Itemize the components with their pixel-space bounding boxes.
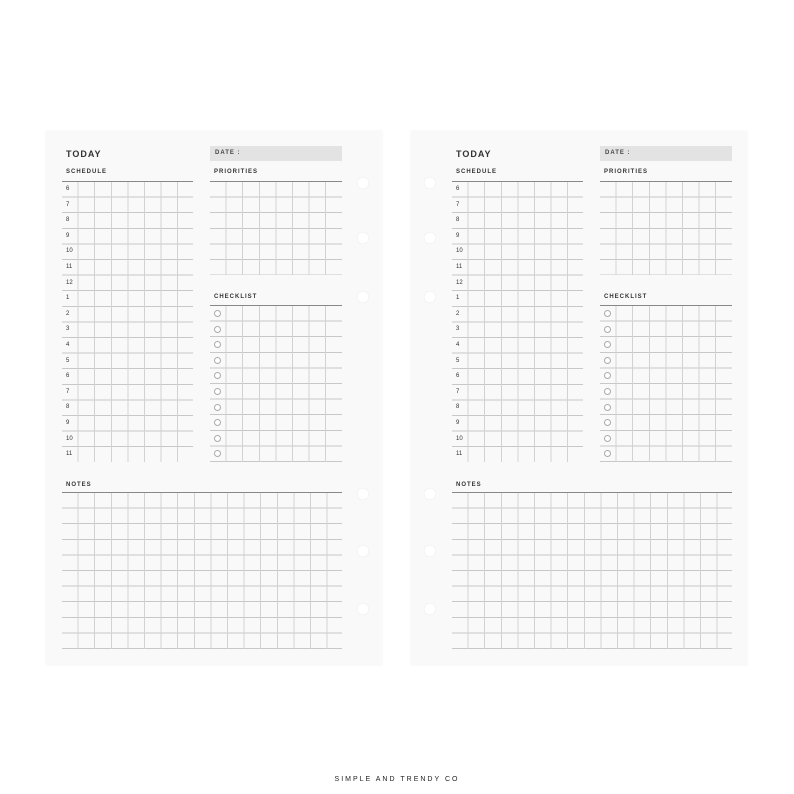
notes-grid[interactable] (62, 492, 342, 649)
checkbox-circle[interactable] (604, 310, 611, 317)
checkbox-circle[interactable] (604, 419, 611, 426)
hour-label: 3 (456, 326, 460, 333)
checkbox-circle[interactable] (214, 435, 221, 442)
hour-label: 7 (456, 201, 460, 208)
hour-label: 9 (456, 232, 460, 239)
hour-label: 10 (456, 435, 463, 442)
hour-label: 8 (66, 404, 70, 411)
hour-label: 8 (66, 217, 70, 224)
checkbox-circle[interactable] (604, 341, 611, 348)
binder-hole (357, 177, 369, 189)
hour-label: 9 (456, 419, 460, 426)
binder-hole (424, 291, 436, 303)
hour-label: 10 (66, 435, 73, 442)
schedule-grid[interactable] (452, 181, 583, 462)
checkbox-circle[interactable] (604, 388, 611, 395)
checkbox-circle[interactable] (214, 310, 221, 317)
priorities-label: PRIORITIES (214, 169, 259, 175)
binder-hole (357, 291, 369, 303)
checkbox-circle[interactable] (604, 450, 611, 457)
schedule-hours (62, 182, 78, 463)
hour-label: 9 (66, 232, 70, 239)
checkbox-circle[interactable] (214, 419, 221, 426)
binder-hole (357, 232, 369, 244)
hour-label: 1 (66, 295, 70, 302)
checkbox-circle[interactable] (214, 326, 221, 333)
hour-label: 2 (456, 310, 460, 317)
hour-label: 3 (66, 326, 70, 333)
hour-label: 12 (66, 279, 73, 286)
schedule-grid[interactable] (62, 181, 193, 462)
hour-label: 1 (456, 295, 460, 302)
hour-label: 2 (66, 310, 70, 317)
hour-label: 7 (456, 388, 460, 395)
checkbox-circle[interactable] (604, 435, 611, 442)
notes-label: NOTES (456, 482, 482, 488)
brand-footer: SIMPLE AND TRENDY CO (334, 776, 460, 783)
hour-label: 4 (66, 341, 70, 348)
date-label: DATE : (215, 150, 241, 156)
hour-label: 5 (66, 357, 70, 364)
hour-label: 10 (66, 248, 73, 255)
schedule-label: SCHEDULE (456, 169, 498, 175)
hour-label: 12 (456, 279, 463, 286)
hour-label: 9 (66, 419, 70, 426)
hour-label: 8 (456, 404, 460, 411)
hour-label: 7 (66, 388, 70, 395)
hour-label: 11 (66, 263, 73, 270)
schedule-hours (452, 182, 468, 463)
checklist-grid[interactable] (600, 305, 732, 462)
checkbox-circle[interactable] (214, 404, 221, 411)
binder-hole (357, 488, 369, 500)
checkbox-circle[interactable] (214, 388, 221, 395)
checklist-label: CHECKLIST (214, 294, 258, 300)
hour-label: 7 (66, 201, 70, 208)
notes-grid[interactable] (452, 492, 732, 649)
priorities-label: PRIORITIES (604, 169, 649, 175)
schedule-label: SCHEDULE (66, 169, 108, 175)
checklist-label: CHECKLIST (604, 294, 648, 300)
priorities-grid[interactable] (210, 181, 342, 275)
today-title: TODAY (456, 149, 492, 159)
hour-label: 5 (456, 357, 460, 364)
priorities-grid[interactable] (600, 181, 732, 275)
hour-label: 4 (456, 341, 460, 348)
date-field[interactable] (600, 146, 732, 161)
binder-hole (357, 545, 369, 557)
planner-page-right (411, 131, 747, 665)
hour-label: 6 (456, 373, 460, 380)
checklist-grid[interactable] (210, 305, 342, 462)
hour-label: 6 (66, 186, 70, 192)
binder-hole (424, 545, 436, 557)
binder-hole (424, 177, 436, 189)
binder-hole (424, 603, 436, 615)
checkbox-circle[interactable] (214, 372, 221, 379)
hour-label: 11 (456, 263, 463, 270)
date-label: DATE : (605, 150, 631, 156)
checkbox-circle[interactable] (214, 450, 221, 457)
checkbox-circle[interactable] (604, 372, 611, 379)
binder-hole (424, 232, 436, 244)
hour-label: 11 (66, 451, 73, 458)
hour-label: 6 (66, 373, 70, 380)
hour-label: 10 (456, 248, 463, 255)
date-field[interactable] (210, 146, 342, 161)
planner-page-left (46, 131, 382, 665)
binder-hole (357, 603, 369, 615)
today-title: TODAY (66, 149, 102, 159)
hour-label: 6 (456, 186, 460, 192)
checkbox-circle[interactable] (604, 357, 611, 364)
checkbox-circle[interactable] (604, 404, 611, 411)
hour-label: 8 (456, 217, 460, 224)
checkbox-circle[interactable] (214, 357, 221, 364)
binder-hole (424, 488, 436, 500)
checkbox-circle[interactable] (214, 341, 221, 348)
checkbox-circle[interactable] (604, 326, 611, 333)
hour-label: 11 (456, 451, 463, 458)
notes-label: NOTES (66, 482, 92, 488)
